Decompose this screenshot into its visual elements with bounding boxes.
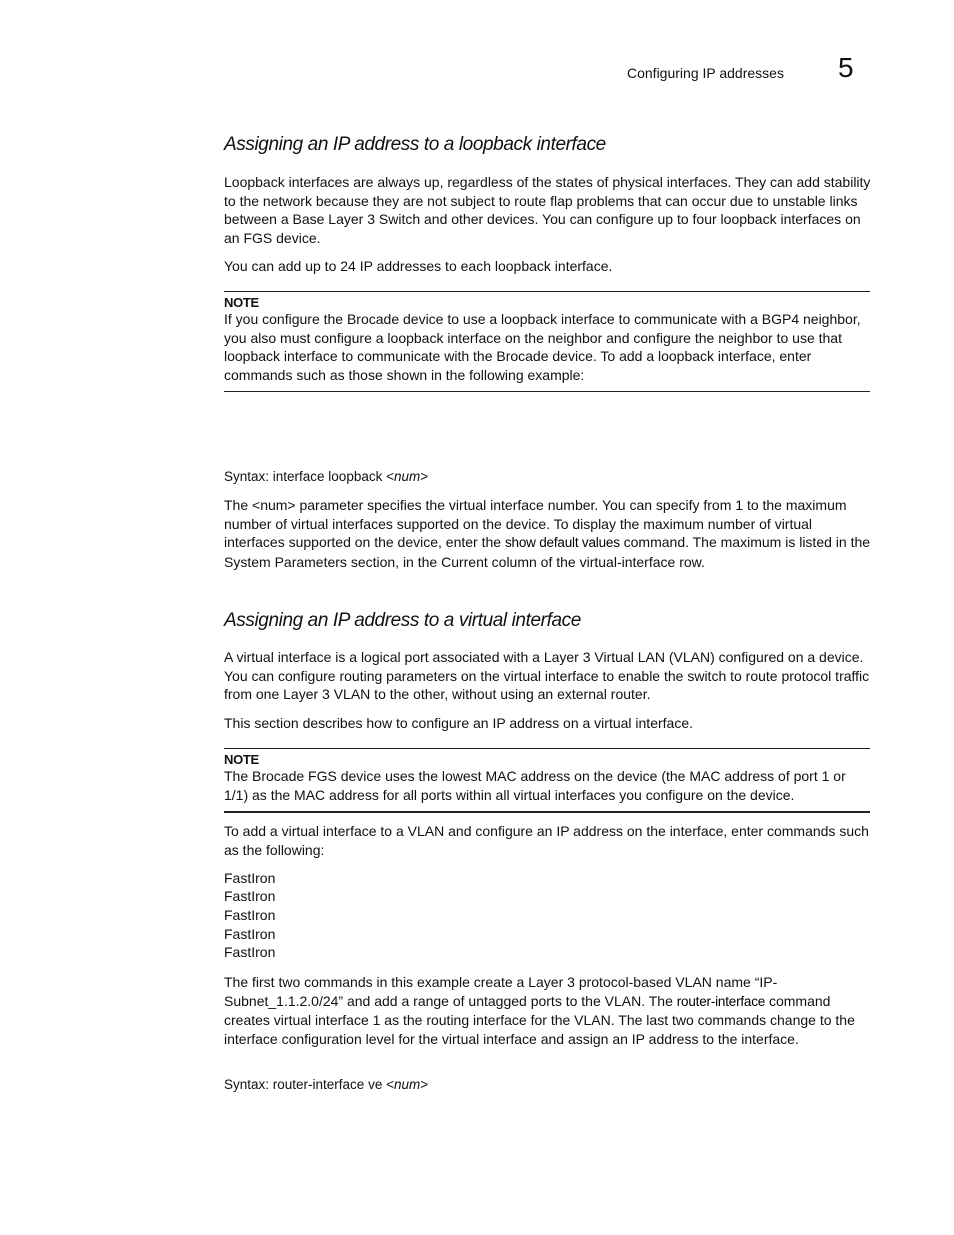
code-line: FastIron bbox=[224, 870, 276, 886]
note-box-virtual bbox=[224, 748, 870, 813]
syntax-router-interface bbox=[224, 1076, 874, 1095]
syntax-text: Syntax: router-interface ve < bbox=[224, 1077, 394, 1092]
paragraph-loopback-ip-count: You can add up to 24 IP addresses to each loopback interface. bbox=[224, 258, 613, 274]
section-title-virtual-interface: Assigning an IP address to a virtual interface bbox=[224, 610, 581, 631]
note-label: NOTE bbox=[224, 752, 259, 767]
code-line: FastIron bbox=[224, 907, 276, 923]
syntax-param: num bbox=[393, 469, 421, 484]
note-label: NOTE bbox=[224, 295, 259, 310]
paragraph-text: The first two commands in this example create a Layer 3 protocol-based VLAN name “IP-Subnet_1.1.2.0/24” and add a range of untagged ports to the VLAN. The bbox=[224, 974, 778, 1009]
command-show-default-values: show default values bbox=[504, 535, 620, 551]
chapter-number: 5 bbox=[838, 52, 854, 83]
syntax-param: num bbox=[393, 1077, 421, 1092]
paragraph-virtual-section-desc: This section describes how to configure an IP address on a virtual interface. bbox=[224, 715, 693, 731]
syntax-close: > bbox=[420, 1077, 429, 1092]
section-title-loopback: Assigning an IP address to a loopback interface bbox=[224, 134, 606, 155]
syntax-close: > bbox=[420, 469, 429, 484]
paragraph-text: The <num> parameter specifies the virtual interface number. You can specify from 1 to the maximum number of virtual interfaces supported on the device. To display the maximum number of virtual interfaces supported on the device, enter the bbox=[224, 497, 847, 551]
paragraph-text: command creates virtual interface 1 as the routing interface for the VLAN. The last two commands change to the interface configuration level for the virtual interface and assign an IP address to the interface. bbox=[224, 992, 855, 1047]
syntax-loopback bbox=[224, 468, 874, 487]
command-router-interface: router-interface bbox=[676, 993, 766, 1009]
paragraph-num-parameter bbox=[224, 496, 874, 571]
note-text: If you configure the Brocade device to use a loopback interface to communicate with a BGP4 neighbor, you also must configure a loopback interface on the neighbor and configure the neighbor to use that loopback interface to communicate with the Brocade device. To add a loopback interface, enter commands such as those shown in the following example: bbox=[224, 311, 861, 383]
paragraph-loopback-intro: Loopback interfaces are always up, regardless of the states of physical interfaces. They can add stability to the network because they are not subject to route flap problems that can occur due to unstable links between a Base Layer 3 Switch and other devices. You can configure up to four loopback interfaces on an FGS device. bbox=[224, 174, 871, 246]
paragraph-add-virtual-interface: To add a virtual interface to a VLAN and configure an IP address on the interface, enter commands such as the following: bbox=[224, 823, 869, 858]
paragraph-text: command. The maximum is listed in the System Parameters section, in the Current column of the virtual-interface row. bbox=[224, 534, 871, 570]
note-text: The Brocade FGS device uses the lowest MAC address on the device (the MAC address of port 1 or 1/1) as the MAC address for all ports within all virtual interfaces you configure on the device. bbox=[224, 768, 846, 803]
code-line: FastIron bbox=[224, 944, 276, 960]
running-header-title: Configuring IP addresses bbox=[627, 65, 784, 81]
note-box-loopback bbox=[224, 291, 870, 392]
code-line: FastIron bbox=[224, 926, 276, 942]
paragraph-virtual-intro: A virtual interface is a logical port associated with a Layer 3 Virtual LAN (VLAN) configured on a device. You can configure routing parameters on the virtual interface to enable the switch to route protocol traffic from one Layer 3 VLAN to the other, without using an external router. bbox=[224, 649, 870, 703]
syntax-text: Syntax: interface loopback < bbox=[224, 469, 394, 484]
paragraph-commands-explanation bbox=[224, 973, 874, 1048]
code-line: FastIron bbox=[224, 888, 276, 904]
